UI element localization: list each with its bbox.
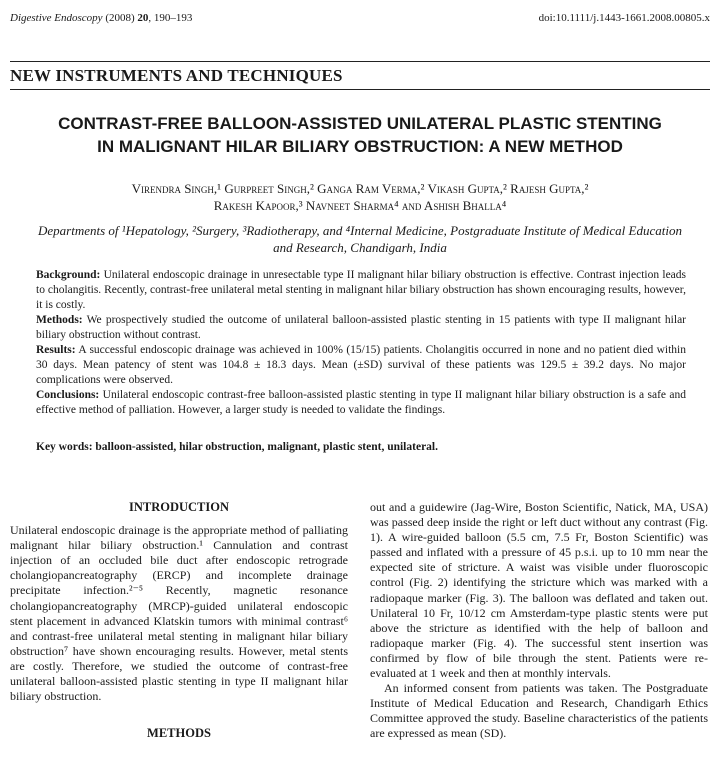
keywords: Key words: balloon-assisted, hilar obstruction, malignant, plastic stent, unilateral. [36, 441, 438, 453]
section-rule [10, 89, 710, 90]
journal-pages: , 190–193 [148, 12, 193, 24]
methods-heading: METHODS [147, 726, 211, 741]
journal-volume: 20 [137, 12, 149, 24]
background-label: Background: [36, 269, 101, 281]
methods-paragraph-2: An informed consent from patients was taken. The Postgraduate Institute of Medical Education and Research, Chandigarh Ethics Committee approved the study. Baseline characteristics of the patients are expressed as mean (SD). [370, 681, 708, 741]
authors-line-2: Rakesh Kapoor,³ Navneet Sharma⁴ and Ashish Bhalla⁴ [213, 198, 507, 213]
conclusions-text: Unilateral endoscopic contrast-free balloon-assisted plastic stenting in type II malignant hilar biliary obstruction is a safe and effective method of palliation. However, a larger study is needed to validate the findings. [36, 389, 687, 416]
introduction-heading: INTRODUCTION [128, 500, 229, 514]
introduction-text: Unilateral endoscopic drainage is the appropriate method of palliating malignant hilar biliary obstruction.¹ Cannulation and contrast injection of an occluded bile duct after endoscopic retrograde cholangiopancreatography (ERCP) and incomplete drainage precipitate infection.²⁻⁵ Recently, magnetic resonance cholangiopancreatography (MRCP)-guided unilateral endoscopic stent placement in advanced Klatskin tumors with minimal contrast⁶ and contrast-free unilateral metal stenting in malignant hilar biliary obstruction⁷ have shown encouraging results. However, metal stents are costly. Therefore, we studied the outcome of contrast-free unilateral balloon-assisted plastic stenting in type II malignant hilar biliary obstruction. [10, 523, 348, 704]
authors-line-1: Virendra Singh,¹ Gurpreet Singh,² Ganga Ram Verma,² Vikash Gupta,² Rajesh Gupta,² [131, 181, 589, 196]
affiliation [0, 222, 720, 256]
methods-paragraph-1: out and a guidewire (Jag-Wire, Boston Scientific, Natick, MA, USA) was passed deep inside the right or left duct without any contrast (Fig. 1). A wire-guided balloon (5.5 cm, 7.5 Fr, Boston Scientific) was passed and inflated with a pressure of 45 p.s.i. up to 10 mm near the expected site of stricture. A waist was visible under fluoroscopic control (Fig. 2) identifying the stricture which was marked with a radiopaque marker (Fig. 3). The balloon was deflated and taken out. Unilateral 10 Fr, 10/12 cm Amsterdam-type plastic stents were put above the stricture as identified with the help of balloon and radiopaque marker (Fig. 4). The successful stent insertion was confirmed by flow of bile through the stent. Patients were re-evaluated at 1 week and then at monthly intervals. [370, 500, 708, 681]
article-title [0, 112, 720, 158]
results-text: A successful endoscopic drainage was achieved in 100% (15/15) patients. Cholangitis occurred in none and no patient died within 30 days. Mean patency of stent was 104.8 ± 18.3 days. Mean (±SD) survival of these patients was 129.5 ± 39.2 days. No major complications were observed. [36, 344, 686, 386]
top-rule [10, 61, 710, 62]
abstract-results [36, 343, 686, 388]
doi[interactable]: doi:10.1111/j.1443-1661.2008.00805.x [538, 12, 710, 24]
journal-name: Digestive Endoscopy [10, 12, 103, 24]
abstract-methods [36, 313, 686, 343]
authors [0, 180, 720, 214]
abstract-conclusions [36, 388, 686, 418]
left-column [10, 500, 348, 741]
methods-text: We prospectively studied the outcome of unilateral balloon-assisted plastic stenting in 15 patients with type II malignant hilar biliary obstruction without contrast. [36, 314, 687, 341]
results-label: Results: [36, 344, 76, 356]
section-label: NEW INSTRUMENTS AND TECHNIQUES [10, 66, 343, 85]
abstract-background [36, 268, 686, 313]
affiliation-line-2: and Research, Chandigarh, India [273, 240, 447, 255]
abstract [36, 268, 686, 418]
title-line-2: IN MALIGNANT HILAR BILIARY OBSTRUCTION: A NEW METHOD [97, 137, 623, 156]
conclusions-label: Conclusions: [36, 389, 100, 401]
affiliation-line-1: Departments of ¹Hepatology, ²Surgery, ³Radiotherapy, and ⁴Internal Medicine, Postgraduate Institute of Medical Education [38, 223, 682, 238]
journal-year: (2008) [105, 12, 135, 24]
background-text: Unilateral endoscopic drainage in unresectable type II malignant hilar biliary obstruction is effective. Contrast injection leads to cholangitis. Recently, contrast-free unilateral metal stenting in malignant hilar biliary obstruction has shown encouraging results, however, it is costly. [36, 269, 687, 311]
title-line-1: CONTRAST-FREE BALLOON-ASSISTED UNILATERAL PLASTIC STENTING [58, 114, 662, 133]
methods-label: Methods: [36, 314, 83, 326]
journal-citation [10, 12, 192, 24]
right-column [370, 500, 708, 742]
